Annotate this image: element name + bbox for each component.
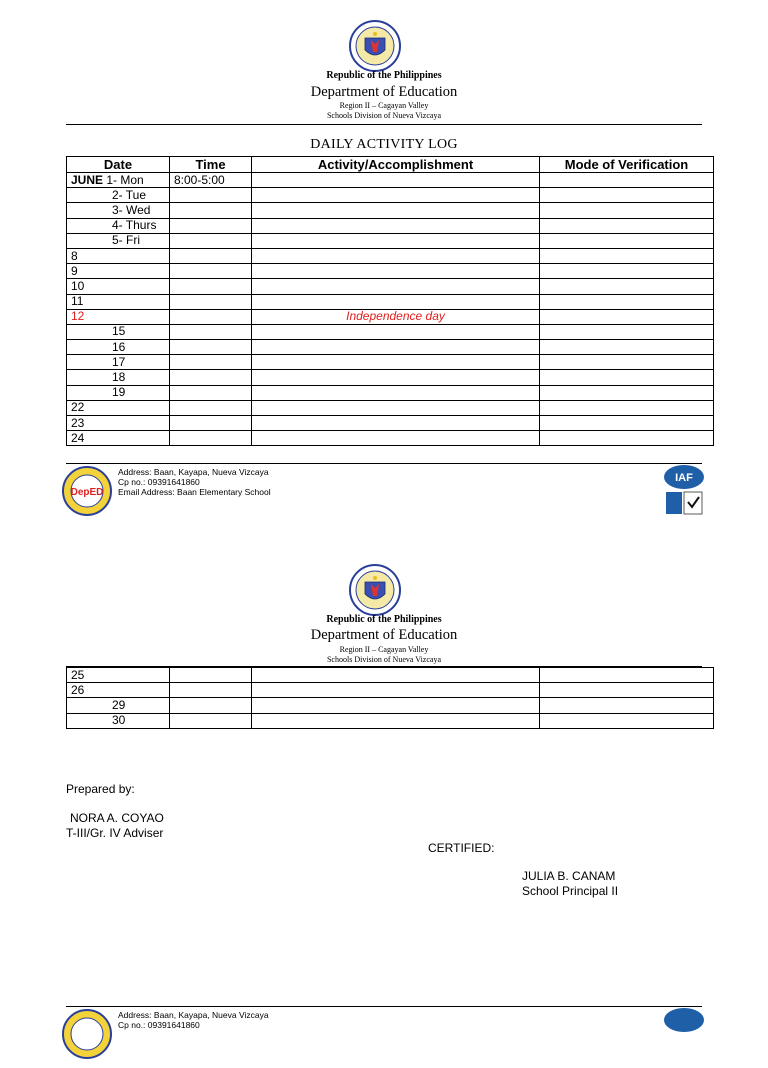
cell-activity xyxy=(252,188,540,203)
table-header-row xyxy=(67,157,714,173)
cell-date: 8 xyxy=(67,248,170,263)
cell-time xyxy=(170,431,252,446)
column-header-time: Time xyxy=(170,157,252,173)
cell-activity xyxy=(252,416,540,431)
cell-date: 29 xyxy=(67,698,170,713)
table-row xyxy=(67,683,714,698)
table-row xyxy=(67,203,714,218)
cell-mode-of-verification xyxy=(540,248,714,263)
cell-time xyxy=(170,668,252,683)
cell-mode-of-verification xyxy=(540,355,714,370)
cell-mode-of-verification xyxy=(540,400,714,415)
activity-log-table xyxy=(66,156,714,446)
table-row xyxy=(67,668,714,683)
cell-activity xyxy=(252,324,540,339)
cell-mode-of-verification xyxy=(540,713,714,728)
cell-date: 23 xyxy=(67,416,170,431)
footer-email: Email Address: Baan Elementary School xyxy=(118,487,271,497)
cell-time xyxy=(170,309,252,324)
table-row xyxy=(67,698,714,713)
school-logo-text: DepED xyxy=(70,487,104,498)
column-header-activity: Activity/Accomplishment xyxy=(252,157,540,173)
certifier-title: School Principal II xyxy=(522,884,619,898)
cell-activity xyxy=(252,203,540,218)
cell-time xyxy=(170,683,252,698)
cell-mode-of-verification xyxy=(540,431,714,446)
cell-mode-of-verification xyxy=(540,203,714,218)
deped-seal-icon xyxy=(349,20,401,72)
cell-time xyxy=(170,355,252,370)
header-department: Department of Education xyxy=(310,84,458,100)
cell-date: 19 xyxy=(67,385,170,400)
cell-mode-of-verification xyxy=(540,294,714,309)
cell-time xyxy=(170,294,252,309)
cell-time xyxy=(170,416,252,431)
cell-time: 8:00-5:00 xyxy=(170,173,252,188)
column-header-mov: Mode of Verification xyxy=(540,157,714,173)
header-region-page2: Region II – Cagayan Valley xyxy=(339,645,429,654)
cell-time xyxy=(170,188,252,203)
header-republic: Republic of the Philippines xyxy=(326,70,442,81)
cell-date: 26 xyxy=(67,683,170,698)
table-row xyxy=(67,188,714,203)
cell-mode-of-verification xyxy=(540,683,714,698)
footer-divider-page2 xyxy=(66,1006,702,1007)
cell-activity xyxy=(252,400,540,415)
cell-activity xyxy=(252,294,540,309)
cell-time xyxy=(170,698,252,713)
cell-activity xyxy=(252,370,540,385)
footer-address: Address: Baan, Kayapa, Nueva Vizcaya xyxy=(118,467,269,477)
school-logo-icon xyxy=(62,466,112,516)
cell-date xyxy=(67,173,170,188)
cell-activity xyxy=(252,233,540,248)
cell-activity xyxy=(252,385,540,400)
header-region: Region II – Cagayan Valley xyxy=(339,101,429,110)
table-row xyxy=(67,385,714,400)
footer-address-page2: Address: Baan, Kayapa, Nueva Vizcaya xyxy=(118,1010,269,1020)
column-header-date: Date xyxy=(67,157,170,173)
cell-activity xyxy=(252,713,540,728)
cell-date: 2- Tue xyxy=(67,188,170,203)
table-row xyxy=(67,416,714,431)
table-row xyxy=(67,324,714,339)
cell-mode-of-verification xyxy=(540,188,714,203)
cell-mode-of-verification xyxy=(540,264,714,279)
table-row xyxy=(67,340,714,355)
cell-activity xyxy=(252,683,540,698)
table-row xyxy=(67,355,714,370)
footer-phone: Cp no.: 09391641860 xyxy=(118,477,200,487)
cell-activity xyxy=(252,431,540,446)
cell-activity xyxy=(252,218,540,233)
cell-mode-of-verification xyxy=(540,233,714,248)
table-row xyxy=(67,309,714,324)
table-row xyxy=(67,264,714,279)
cell-time xyxy=(170,233,252,248)
cell-date: 3- Wed xyxy=(67,203,170,218)
header-divider xyxy=(66,124,702,125)
footer-divider xyxy=(66,463,702,464)
cell-time xyxy=(170,324,252,339)
cell-date: 12 xyxy=(67,309,170,324)
table-row xyxy=(67,370,714,385)
cell-date: 16 xyxy=(67,340,170,355)
cell-date: 15 xyxy=(67,324,170,339)
cell-date: 10 xyxy=(67,279,170,294)
header-division: Schools Division of Nueva Vizcaya xyxy=(326,111,441,120)
table-row xyxy=(67,279,714,294)
cell-time xyxy=(170,248,252,263)
footer-phone-page2: Cp no.: 09391641860 xyxy=(118,1020,200,1030)
cell-mode-of-verification xyxy=(540,698,714,713)
cell-date: 30 xyxy=(67,713,170,728)
iaf-label: IAF xyxy=(675,472,693,484)
table-row xyxy=(67,431,714,446)
cell-mode-of-verification xyxy=(540,385,714,400)
cell-time xyxy=(170,713,252,728)
cell-mode-of-verification xyxy=(540,668,714,683)
cell-activity xyxy=(252,340,540,355)
cell-date: 22 xyxy=(67,400,170,415)
table-row xyxy=(67,400,714,415)
cell-activity xyxy=(252,698,540,713)
cell-mode-of-verification xyxy=(540,309,714,324)
table-row xyxy=(67,218,714,233)
cell-time xyxy=(170,218,252,233)
cell-mode-of-verification xyxy=(540,279,714,294)
cell-date: 5- Fri xyxy=(67,233,170,248)
cell-activity xyxy=(252,668,540,683)
iaf-certification-icon-page2 xyxy=(662,1007,706,1063)
certified-label: CERTIFIED: xyxy=(428,841,495,855)
cell-activity xyxy=(252,279,540,294)
header-department-page2: Department of Education xyxy=(310,627,458,643)
deped-seal-icon-page2 xyxy=(349,564,401,616)
date-label: 1- Mon xyxy=(106,172,144,187)
school-logo-icon-page2 xyxy=(62,1009,112,1059)
month-label: JUNE xyxy=(71,172,104,187)
activity-log-table-page2 xyxy=(66,667,714,729)
cell-activity: Independence day xyxy=(252,309,540,324)
cell-time xyxy=(170,385,252,400)
table-row xyxy=(67,173,714,188)
cell-date: 18 xyxy=(67,370,170,385)
cell-mode-of-verification xyxy=(540,370,714,385)
table-row xyxy=(67,294,714,309)
cell-time xyxy=(170,340,252,355)
cell-time xyxy=(170,264,252,279)
table-row xyxy=(67,713,714,728)
cell-date: 11 xyxy=(67,294,170,309)
preparer-title: T-III/Gr. IV Adviser xyxy=(66,826,164,840)
cell-time xyxy=(170,203,252,218)
prepared-by-label: Prepared by: xyxy=(66,782,135,796)
cell-date: 24 xyxy=(67,431,170,446)
cell-mode-of-verification xyxy=(540,416,714,431)
page-title: DAILY ACTIVITY LOG xyxy=(310,137,458,152)
cell-mode-of-verification xyxy=(540,340,714,355)
header-republic-page2: Republic of the Philippines xyxy=(326,614,442,625)
cell-mode-of-verification xyxy=(540,218,714,233)
cell-activity xyxy=(252,248,540,263)
table-row xyxy=(67,233,714,248)
header-division-page2: Schools Division of Nueva Vizcaya xyxy=(326,655,441,664)
cell-time xyxy=(170,370,252,385)
cell-time xyxy=(170,400,252,415)
preparer-name: NORA A. COYAO xyxy=(70,811,164,825)
certifier-name: JULIA B. CANAM xyxy=(522,869,616,883)
cell-mode-of-verification xyxy=(540,324,714,339)
cell-date: 4- Thurs xyxy=(67,218,170,233)
cell-mode-of-verification xyxy=(540,173,714,188)
cell-activity xyxy=(252,264,540,279)
cell-activity xyxy=(252,355,540,370)
cell-activity xyxy=(252,173,540,188)
cell-date: 17 xyxy=(67,355,170,370)
cell-time xyxy=(170,279,252,294)
table-row xyxy=(67,248,714,263)
cell-date: 25 xyxy=(67,668,170,683)
iaf-certification-icon xyxy=(662,464,706,520)
cell-date: 9 xyxy=(67,264,170,279)
